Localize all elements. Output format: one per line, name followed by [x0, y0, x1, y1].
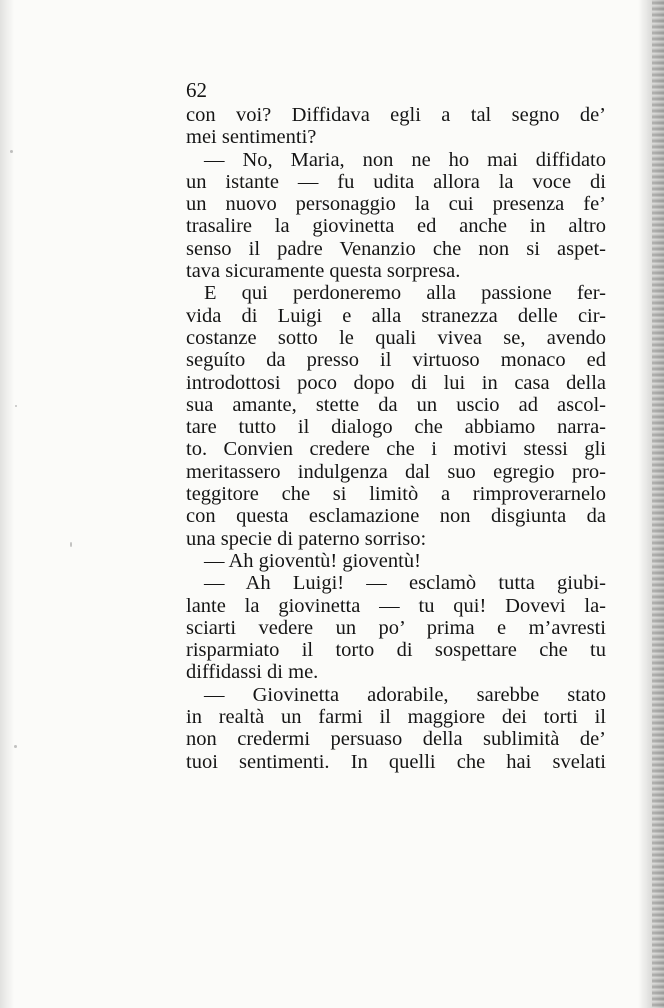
text-line: senso il padre Venanzio che non si aspet- [186, 237, 606, 260]
page-number: 62 [186, 78, 207, 102]
text-line: costanze sotto le quali vivea se, avendo [186, 326, 606, 349]
text-line: non credermi persuaso della sublimità de’ [186, 728, 606, 751]
text-line: con questa esclamazione non disgiunta da [186, 505, 606, 528]
page-text [186, 76, 606, 773]
text-line: tava sicuramente questa sorpresa. [186, 260, 461, 283]
text-line: E qui perdoneremo alla passione fer- [204, 282, 606, 305]
text-lines [186, 104, 606, 773]
text-line: sua amante, stette da un uscio ad ascol- [186, 393, 606, 416]
page-edge-shadow [652, 0, 664, 1008]
text-line: in realtà un farmi il maggiore dei torti il [186, 706, 606, 729]
paper-speck [70, 542, 72, 547]
text-line: to. Convien credere che i motivi stessi gli [186, 438, 606, 461]
text-line: — No, Maria, non ne ho mai diffidato [204, 148, 606, 171]
text-line: seguíto da presso il virtuoso monaco ed [186, 349, 606, 372]
text-line: mei sentimenti? [186, 126, 317, 149]
text-line: — Ah gioventù! gioventù! [204, 549, 421, 572]
paper-speck [10, 150, 13, 153]
paper-speck [15, 405, 17, 407]
text-line: una specie di paterno sorriso: [186, 527, 427, 550]
text-line: lante la giovinetta — tu qui! Dovevi la- [186, 594, 606, 617]
text-line: meritassero indulgenza dal suo egregio pro- [186, 460, 606, 483]
text-line: trasalire la giovinetta ed anche in altro [186, 215, 606, 238]
paper-speck [14, 745, 17, 748]
text-line: con voi? Diffidava egli a tal segno de’ [186, 104, 606, 126]
text-line: un nuovo personaggio la cui presenza fe’ [186, 193, 606, 216]
text-line: un istante — fu udita allora la voce di [186, 170, 606, 193]
text-line: tare tutto il dialogo che abbiamo narra- [186, 416, 606, 439]
text-line: tuoi sentimenti. In quelli che hai svelati [186, 750, 606, 773]
text-line: introdottosi poco dopo di lui in casa della [186, 371, 606, 394]
text-line: — Giovinetta adorabile, sarebbe stato [204, 683, 606, 706]
text-line: vida di Luigi e alla stranezza delle cir- [186, 304, 606, 327]
text-line: teggitore che si limitò a rimproverarnelo [186, 483, 606, 506]
text-line: — Ah Luigi! — esclamò tutta giubi- [204, 572, 606, 595]
text-line: diffidassi di me. [186, 661, 319, 684]
text-line: risparmiato il torto di sospettare che tu [186, 639, 606, 662]
text-line: sciarti vedere un po’ prima e m’avresti [186, 616, 606, 639]
